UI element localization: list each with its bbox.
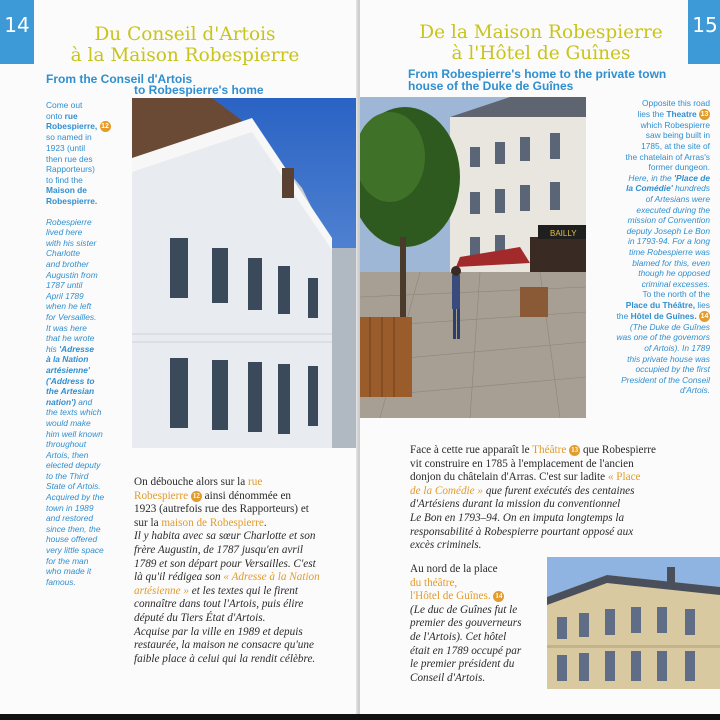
left-subtitle-line1: From the Conseil d'Artois [46, 72, 193, 86]
body-text-highlight: Robespierre [134, 489, 189, 502]
side-text: then rue des [46, 153, 93, 164]
side-text: d'Artois. [680, 385, 710, 396]
body-text: . [263, 516, 267, 529]
side-text: Acquired by the [46, 492, 105, 503]
side-text: his [46, 343, 60, 354]
body-text-highlight: « Adresse à la Nation [223, 571, 320, 584]
page-number-15: 15 [688, 0, 720, 64]
right-body-text [410, 444, 710, 553]
map-marker-badge: 14 [700, 312, 709, 320]
side-text-bold: 'Place de [674, 172, 710, 183]
side-text-bold: artésienne' [46, 364, 90, 375]
side-text: (The Duke de Guînes [629, 321, 710, 332]
left-side-column [46, 100, 130, 587]
body-text: député du Tiers État d'Artois. [134, 611, 266, 624]
body-text: Conseil d'Artois. [410, 671, 486, 684]
body-text: On débouche alors sur la [134, 476, 249, 488]
side-text: Here, in the [628, 172, 675, 183]
side-text: 1785, at the site of [641, 141, 710, 152]
side-text-bold: Theatre [666, 108, 697, 119]
side-text-bold: Place du Théâtre, [625, 299, 696, 310]
side-text [590, 311, 710, 322]
body-text: sur la [134, 516, 162, 529]
side-text: of Artois). In 1789 [644, 343, 710, 354]
body-text: Il y habita avec sa sœur Charlotte et son [134, 530, 316, 543]
body-text: vit construire en 1785 à l'emplacement de l'ancien [410, 457, 634, 470]
left-title-line1: Du Conseil d'Artois [94, 24, 276, 45]
side-text-bold: rue [64, 110, 78, 121]
side-text: that he wrote [46, 333, 95, 344]
body-text-highlight: de la Comédie » [410, 484, 484, 497]
body-text: frère Augustin, de 1787 jusqu'en avril [134, 543, 303, 556]
side-text: criminal excesses. [641, 278, 710, 289]
body-text-highlight: maison de Robespierre [161, 516, 264, 529]
side-text: and restored [46, 513, 94, 524]
body-text: Au nord de la place [410, 563, 498, 575]
side-text: him well known [46, 428, 103, 439]
side-text-bold: Robespierre, [46, 121, 98, 132]
side-text: who made it [46, 566, 92, 577]
side-text: occupied by the first [635, 364, 710, 375]
side-text: saw being built in [645, 130, 710, 141]
side-text: Come out [46, 100, 83, 110]
side-text [590, 300, 710, 311]
side-text: elected deputy [46, 460, 101, 471]
right-title-line1: De la Maison Robespierre [419, 22, 663, 43]
map-marker-badge: 12 [192, 491, 200, 500]
body-text: excès criminels. [410, 539, 482, 552]
side-text: was one of the govemors [616, 332, 710, 343]
scan-edge [0, 714, 720, 720]
map-marker-badge: 13 [571, 445, 579, 454]
side-text: throughout [46, 439, 87, 450]
side-text: executed during the [636, 204, 710, 215]
body-text: là qu'il rédigea son [134, 571, 224, 584]
photo-maison-robespierre [132, 98, 356, 448]
map-marker-badge: 13 [700, 110, 709, 118]
side-text: lies [695, 299, 710, 310]
body-text: que furent exécutés des centaines [483, 484, 635, 497]
side-text-bold: Robespierre. [46, 196, 98, 207]
side-text: blamed for this, even [632, 257, 710, 268]
side-text: when he left [46, 301, 92, 312]
body-text: faible place à celui qui la rendit célèbre. [134, 652, 316, 665]
body-text: responsabilité à Robespierre pourtant opposé aux [410, 525, 634, 538]
photo-place-du-theatre [360, 97, 586, 418]
body-text-highlight: artésienne » [134, 584, 189, 597]
body-text-highlight: « Place [607, 471, 641, 484]
side-text: town in 1989 [46, 502, 94, 513]
right-page-title [396, 22, 686, 64]
side-text [590, 109, 710, 120]
right-title-line2: à l'Hôtel de Guînes [451, 43, 631, 64]
side-text: Augustin from [46, 269, 98, 280]
side-text-bold: à la Nation [46, 354, 89, 365]
side-text: with his sister [46, 237, 97, 248]
left-subtitle-line2: to Robespierre's home [134, 83, 264, 97]
side-text: since then, the [46, 523, 101, 534]
side-text: to the Third [46, 470, 89, 481]
body-text: d'Artésiens durant la mission du conventionnel [410, 498, 621, 511]
side-text-bold: nation') [46, 396, 76, 407]
body-text: Le Bon en 1793–94. On en imputa longtemps la [410, 511, 625, 524]
side-text: the [616, 310, 631, 321]
body-text-highlight: rue [248, 476, 263, 488]
body-text-highlight: l'Hôtel de Guînes. [410, 590, 491, 603]
left-page-title [40, 24, 330, 66]
side-text: former dungeon. [648, 162, 710, 173]
side-text: of Artesians were [645, 194, 710, 205]
side-text: time Robespierre was [629, 247, 710, 257]
photo-hotel-de-guines [547, 557, 720, 689]
body-text: que Robespierre [580, 444, 656, 456]
left-title-line2: à la Maison Robespierre [70, 45, 300, 66]
body-text: connaître dans tout l'Artois, puis élire [134, 598, 304, 611]
right-body-text-2 [410, 563, 546, 685]
body-text: 1789 et son départ pour Versailles. C'est [134, 557, 316, 570]
body-text: Acquise par la ville en 1989 et depuis [134, 625, 303, 638]
side-text: the chatelain of Arras's [625, 151, 710, 162]
side-text [590, 173, 710, 184]
body-text: était en 1789 occupé par [410, 644, 522, 657]
svg-text:BAILLY: BAILLY [550, 229, 577, 238]
side-text: very little space [46, 545, 104, 556]
body-text: 1923 (autrefois rue des Rapporteurs) et [134, 503, 309, 516]
body-text-highlight: Théâtre [532, 444, 567, 456]
side-text: for Versailles. [46, 311, 97, 322]
side-text: To the north of the [642, 289, 710, 300]
side-text: this private house was [627, 353, 710, 364]
side-text: to find the [46, 174, 83, 185]
side-text: the texts which [46, 407, 102, 418]
side-text-bold: the Artesian [46, 386, 95, 397]
body-text: premier des gouverneurs [410, 617, 522, 630]
map-marker-badge: 12 [101, 123, 109, 131]
side-text: famous. [46, 576, 76, 587]
side-text: and brother [46, 259, 89, 269]
side-text: so named in [46, 132, 92, 143]
side-text: though he opposed [638, 268, 710, 279]
right-subtitle-line2: house of the Duke de Guînes [408, 79, 574, 93]
side-text: 1923 (until [46, 143, 86, 154]
side-text: in 1793-94. For a long [628, 236, 710, 247]
page-number-14: 14 [0, 0, 34, 64]
body-text: (Le duc de Guînes fut le [410, 603, 518, 616]
body-text: le premier président du [410, 658, 515, 671]
side-text: President of the Conseil [621, 374, 710, 385]
side-text: April 1789 [46, 290, 84, 301]
body-text: donjon du châtelain d'Arras. C'est sur ladite [410, 471, 608, 484]
side-text [46, 121, 130, 132]
side-text: Robespierre [46, 216, 92, 227]
side-text: onto [46, 110, 65, 121]
body-text-highlight: du théâtre, [410, 576, 458, 589]
side-text-bold: 'Adresse [59, 343, 95, 354]
side-text [46, 344, 130, 355]
side-text: which Robespierre [640, 119, 710, 130]
side-text: house offered [46, 534, 98, 545]
side-text: and [75, 396, 93, 407]
side-text: Opposite this road [642, 98, 710, 108]
map-marker-badge: 14 [495, 592, 503, 601]
side-text [46, 111, 130, 122]
side-text: hundreds [672, 183, 710, 194]
body-text: et les textes qui le firent [189, 584, 298, 597]
side-text: Charlotte [46, 248, 80, 259]
side-text [590, 183, 710, 194]
body-text: restaurée, la maison ne consacre qu'une [134, 639, 314, 652]
side-text: Artois, then [46, 449, 89, 460]
side-text-bold: Hôtel de Guînes. [630, 310, 697, 321]
side-text: for the man [46, 555, 89, 566]
side-text-bold: Maison de [46, 185, 87, 196]
right-subtitle-line1: From Robespierre's home to the private town [408, 67, 667, 81]
side-text: Rapporteurs) [46, 164, 95, 175]
right-side-column [590, 98, 710, 396]
side-text: It was here [46, 322, 87, 333]
side-text: deputy Joseph Le Bon [626, 225, 710, 236]
side-text: mission of Convention [627, 215, 710, 226]
side-text-bold: ('Address to [46, 375, 95, 386]
side-text: would make [46, 417, 91, 428]
side-text: 1787 until [46, 280, 83, 291]
side-text-bold: la Comédie' [626, 183, 673, 194]
body-text: ainsi dénommée en [201, 489, 292, 502]
side-text: State of Artois. [46, 481, 101, 492]
body-text: de l'Artois). Cet hôtel [410, 630, 507, 643]
side-text: lived here [46, 227, 83, 238]
body-text: Face à cette rue apparaît le [410, 444, 533, 456]
left-body-text [134, 476, 354, 666]
side-text: lies the [637, 108, 667, 119]
